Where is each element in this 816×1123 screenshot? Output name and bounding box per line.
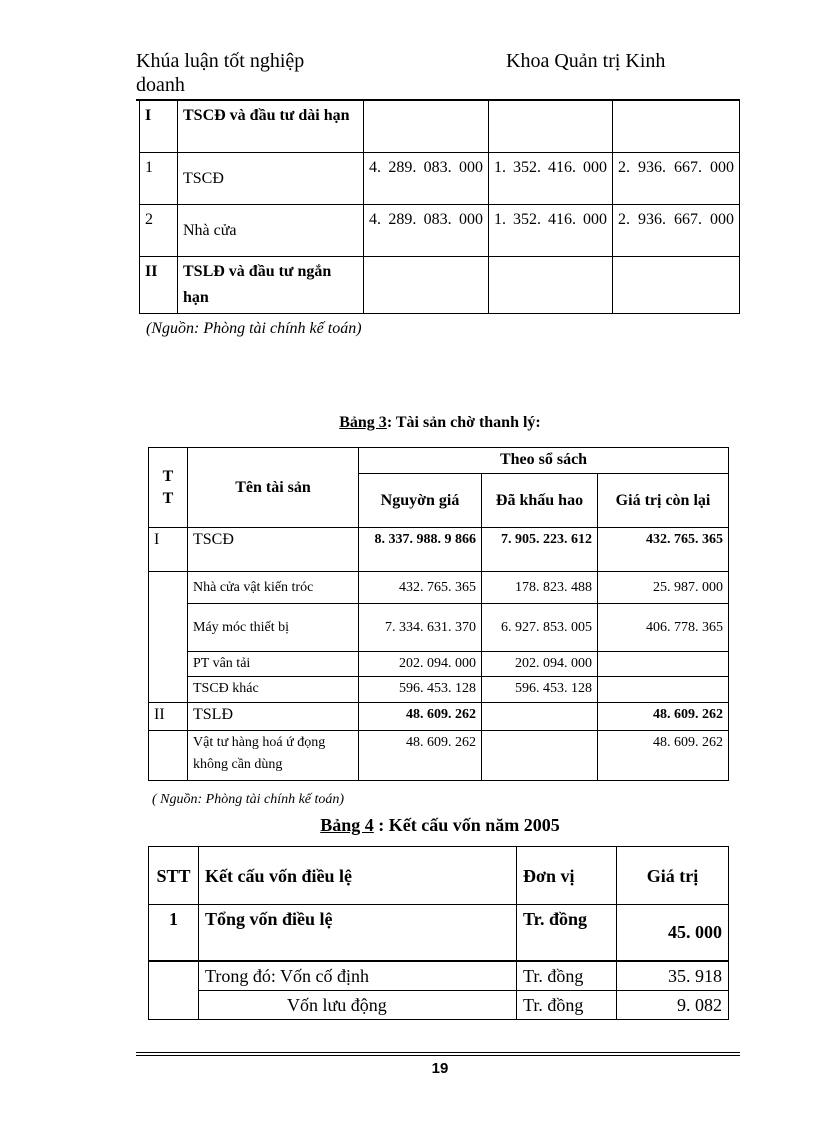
- cell-name: Máy móc thiết bị: [188, 604, 359, 652]
- cell-value: [364, 257, 489, 314]
- cell-value: 48. 609. 262: [359, 731, 482, 781]
- cell-value: [364, 101, 489, 153]
- table4-caption-label: Bảng 4: [320, 815, 374, 835]
- header-structure: Kết cấu vốn điều lệ: [199, 847, 517, 905]
- table-row: [149, 572, 729, 604]
- table-row: [149, 652, 729, 677]
- footer-rule: [136, 1052, 740, 1053]
- cell-value: [489, 257, 613, 314]
- table4-caption: [0, 815, 816, 836]
- header-original-cost: Nguyờn giá: [359, 474, 482, 528]
- header-group: Theo sổ sách: [359, 448, 729, 474]
- table3-caption-label: Bảng 3: [339, 414, 387, 431]
- table3-caption-text: : Tài sản chờ thanh lý:: [386, 414, 541, 431]
- cell-name: TSLĐ và đầu tư ngắn hạn: [178, 257, 364, 314]
- cell-value: 7. 334. 631. 370: [359, 604, 482, 652]
- table-row: [140, 257, 740, 314]
- table-row: [149, 604, 729, 652]
- cell-value: 178. 823. 488: [482, 572, 598, 604]
- header-stt: STT: [149, 847, 199, 905]
- cell-no: I: [149, 528, 188, 572]
- cell-no: II: [140, 257, 178, 314]
- table-assets-continued: [139, 100, 740, 314]
- cell-name: Vật tư hàng hoá ứ đọng không cần dùng: [188, 731, 359, 781]
- cell-name: Nhà cửa: [178, 205, 364, 257]
- table-row: [140, 153, 740, 205]
- cell-name: TSCĐ: [188, 528, 359, 572]
- table3-caption: [0, 414, 816, 432]
- cell-value: [489, 101, 613, 153]
- header-name: Tên tài sản: [188, 448, 359, 528]
- table-header-row: [149, 847, 729, 905]
- cell-unit: Tr. đồng: [517, 961, 617, 991]
- table-row: [149, 961, 729, 991]
- cell-value: 432. 765. 365: [359, 572, 482, 604]
- page-number: 19: [431, 1060, 449, 1077]
- cell-value: 25. 987. 000: [598, 572, 729, 604]
- table-row: [149, 731, 729, 781]
- cell-value: 35. 918: [617, 961, 729, 991]
- header-depreciation: Đã khấu hao: [482, 474, 598, 528]
- cell-value: 202. 094. 000: [482, 652, 598, 677]
- cell-value: 6. 927. 853. 005: [482, 604, 598, 652]
- cell-name: TSLĐ: [188, 703, 359, 731]
- header-unit: Đơn vị: [517, 847, 617, 905]
- cell-value: 4. 289. 083. 000: [364, 205, 489, 257]
- table1-source: (Nguồn: Phòng tài chính kế toán): [146, 320, 362, 337]
- cell-value: [598, 652, 729, 677]
- cell-value: [598, 677, 729, 703]
- table-row: [140, 101, 740, 153]
- table-row: [140, 205, 740, 257]
- cell-value: [482, 703, 598, 731]
- cell-no: [149, 731, 188, 781]
- header-value: Giá trị: [617, 847, 729, 905]
- cell-value: 8. 337. 988. 9 866: [359, 528, 482, 572]
- table-row: [149, 677, 729, 703]
- cell-no: [149, 961, 199, 1020]
- cell-no: 2: [140, 205, 178, 257]
- table-capital-structure: [148, 846, 729, 1020]
- cell-no: 1: [149, 905, 199, 961]
- cell-name: Nhà cửa vật kiến tróc: [188, 572, 359, 604]
- cell-value: 48. 609. 262: [598, 703, 729, 731]
- cell-value: 48. 609. 262: [359, 703, 482, 731]
- cell-value: 2. 936. 667. 000: [613, 153, 740, 205]
- table-row: [149, 905, 729, 961]
- cell-value: 432. 765. 365: [598, 528, 729, 572]
- cell-value: 1. 352. 416. 000: [489, 205, 613, 257]
- cell-value: 596. 453. 128: [482, 677, 598, 703]
- cell-name: PT vân tải: [188, 652, 359, 677]
- header-left-cont: doanh: [136, 74, 185, 96]
- footer-rule: [136, 1055, 740, 1056]
- cell-no: 1: [140, 153, 178, 205]
- header-residual: Giá trị còn lại: [598, 474, 729, 528]
- cell-value: 48. 609. 262: [598, 731, 729, 781]
- cell-value: 7. 905. 223. 612: [482, 528, 598, 572]
- table-header-row: [149, 448, 729, 474]
- cell-unit: Tr. đồng: [517, 990, 617, 1019]
- cell-name: TSCĐ khác: [188, 677, 359, 703]
- table-row: [149, 703, 729, 731]
- cell-value: 406. 778. 365: [598, 604, 729, 652]
- cell-value: 45. 000: [617, 905, 729, 961]
- cell-value: [482, 731, 598, 781]
- cell-no: II: [149, 703, 188, 731]
- table-pending-liquidation: [148, 447, 729, 781]
- cell-value: 1. 352. 416. 000: [489, 153, 613, 205]
- header-left: Khúa luận tốt nghiệp: [136, 50, 305, 72]
- cell-no: I: [140, 101, 178, 153]
- table4-caption-text: : Kết cấu vốn năm 2005: [373, 815, 560, 835]
- cell-name: Trong đó: Vốn cố định: [199, 961, 517, 991]
- cell-value: 596. 453. 128: [359, 677, 482, 703]
- cell-value: 9. 082: [617, 990, 729, 1019]
- cell-name: TSCĐ: [178, 153, 364, 205]
- table3-source: ( Nguồn: Phòng tài chính kế toán): [152, 792, 345, 807]
- table-row: [149, 528, 729, 572]
- cell-value: 202. 094. 000: [359, 652, 482, 677]
- cell-unit: Tr. đồng: [517, 905, 617, 961]
- cell-value: 2. 936. 667. 000: [613, 205, 740, 257]
- cell-value: 4. 289. 083. 000: [364, 153, 489, 205]
- cell-name: Tổng vốn điều lệ: [199, 905, 517, 961]
- table-row: [149, 990, 729, 1019]
- cell-name: TSCĐ và đầu tư dài hạn: [178, 101, 364, 153]
- cell-value: [613, 101, 740, 153]
- cell-value: [613, 257, 740, 314]
- header-tt: T T: [149, 448, 188, 528]
- cell-name: Vốn lưu động: [199, 990, 517, 1019]
- cell-no: [149, 572, 188, 703]
- header-right: Khoa Quản trị Kinh: [506, 50, 666, 72]
